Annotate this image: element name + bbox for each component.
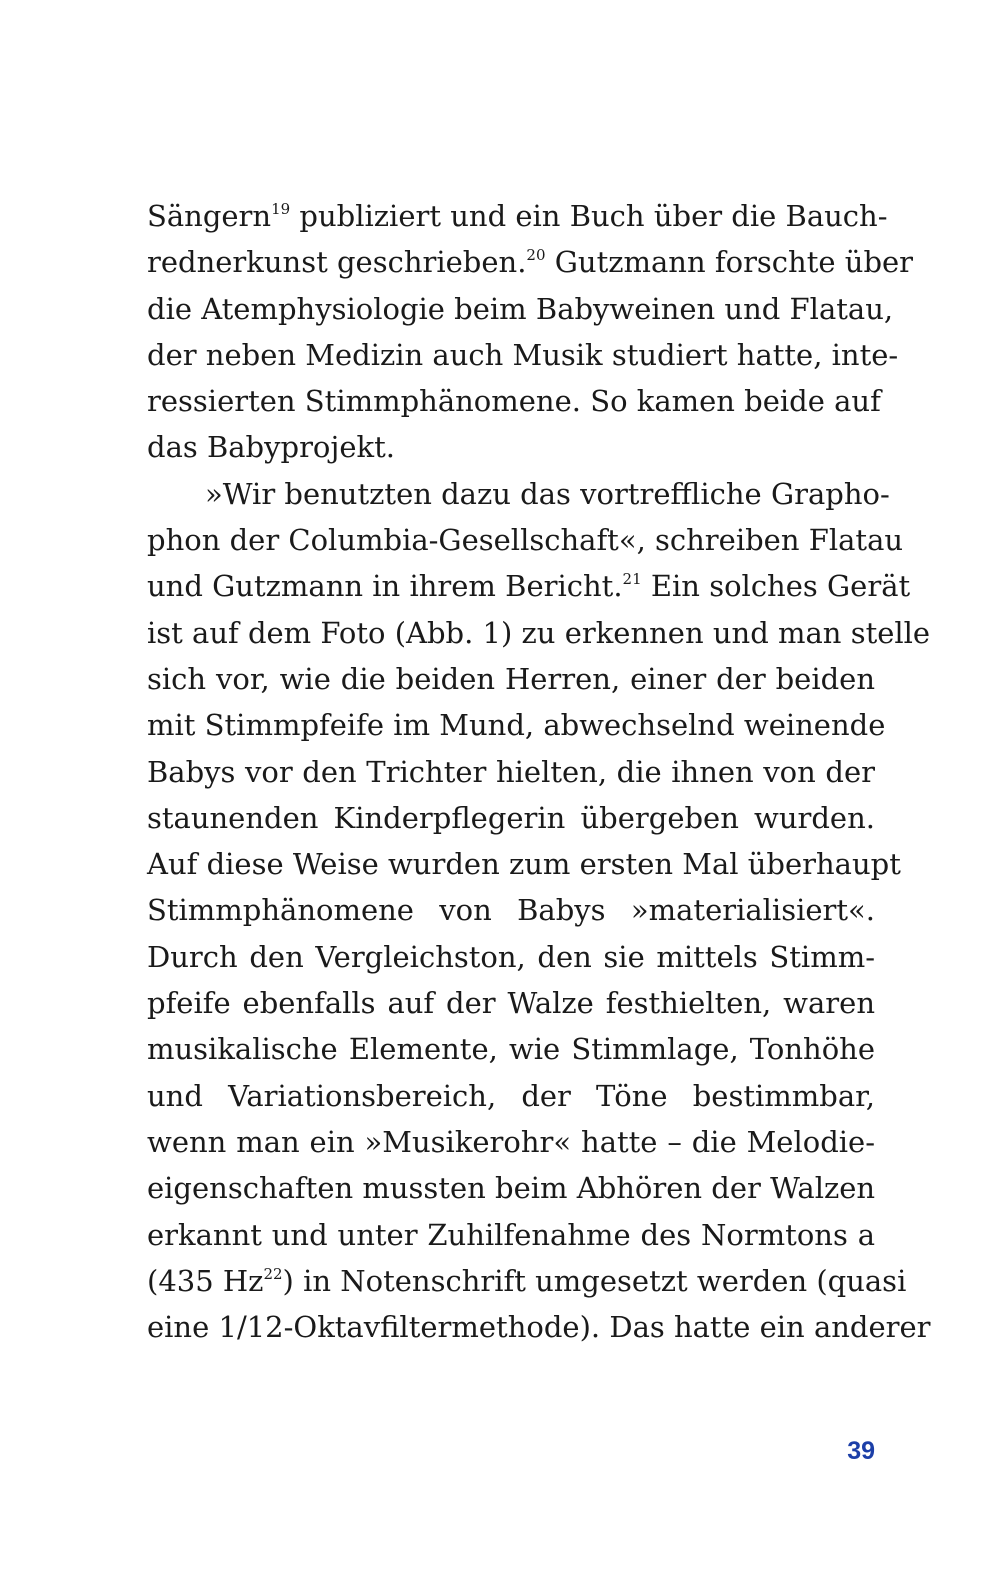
body-text [147,193,931,1350]
text-line: (435 Hz$^{22}$) in Notenschrift umgesetzt werden (quasi [147,1263,907,1298]
text-line: rednerkunst geschrieben.$^{20}$ Gutzmann forschte über [147,245,914,280]
text-line: Stimmphänomene von Babys »materialisiert«. [147,893,875,928]
footnote-ref[interactable]: 21 [622,570,642,589]
text-line: musikalische Elemente, wie Stimmlage, Tonhöhe [147,1032,875,1067]
footnote-ref[interactable]: 22 [263,1264,283,1283]
text-line: Durch den Vergleichston, den sie mittels Stimm- [147,939,875,974]
text-line: der neben Medizin auch Musik studiert hatte, inte- [147,337,899,372]
text-line: pfeife ebenfalls auf der Walze festhielten, waren [147,986,875,1021]
text-line: phon der Columbia-Gesellschaft«, schreiben Flatau [147,523,904,558]
text-line: wenn man ein »Musikerohr« hatte – die Melodie- [147,1124,875,1159]
text-line: Babys vor den Trichter hielten, die ihnen von der [147,754,875,789]
text-line: ressierten Stimmphänomene. So kamen beide auf [147,384,881,419]
text-line: mit Stimmpfeife im Mund, abwechselnd weinende [147,708,886,743]
text-line: erkannt und unter Zuhilfenahme des Normtons a [147,1217,875,1252]
text-line: Sängern$^{19}$ publiziert und ein Buch über die Bauch- [147,199,888,233]
text-line: staunenden Kinderpflegerin übergeben wurden. [147,800,875,835]
text-line: Auf diese Weise wurden zum ersten Mal überhaupt [147,847,901,882]
text-line: und Gutzmann in ihrem Bericht.$^{21}$ Ein solches Gerät [147,569,911,604]
text-line: und Variationsbereich, der Töne bestimmbar, [147,1078,875,1113]
footnote-ref[interactable]: 20 [526,246,546,265]
page-number: 39 [847,1437,875,1465]
text-line: die Atemphysiologie beim Babyweinen und Flatau, [147,291,894,326]
text-line: das Babyprojekt. [147,430,395,465]
footnote-ref[interactable]: 19 [271,200,291,218]
text-line: eigenschaften mussten beim Abhören der Walzen [147,1171,876,1206]
text-line: ist auf dem Foto (Abb. 1) zu erkennen und man stelle [147,615,931,650]
text-line: »Wir benutzten dazu das vortreffliche Grapho- [205,476,890,511]
text-line: sich vor, wie die beiden Herren, einer der beiden [147,661,875,696]
text-line: eine 1/12-Oktavfiltermethode). Das hatte ein anderer [147,1310,931,1345]
